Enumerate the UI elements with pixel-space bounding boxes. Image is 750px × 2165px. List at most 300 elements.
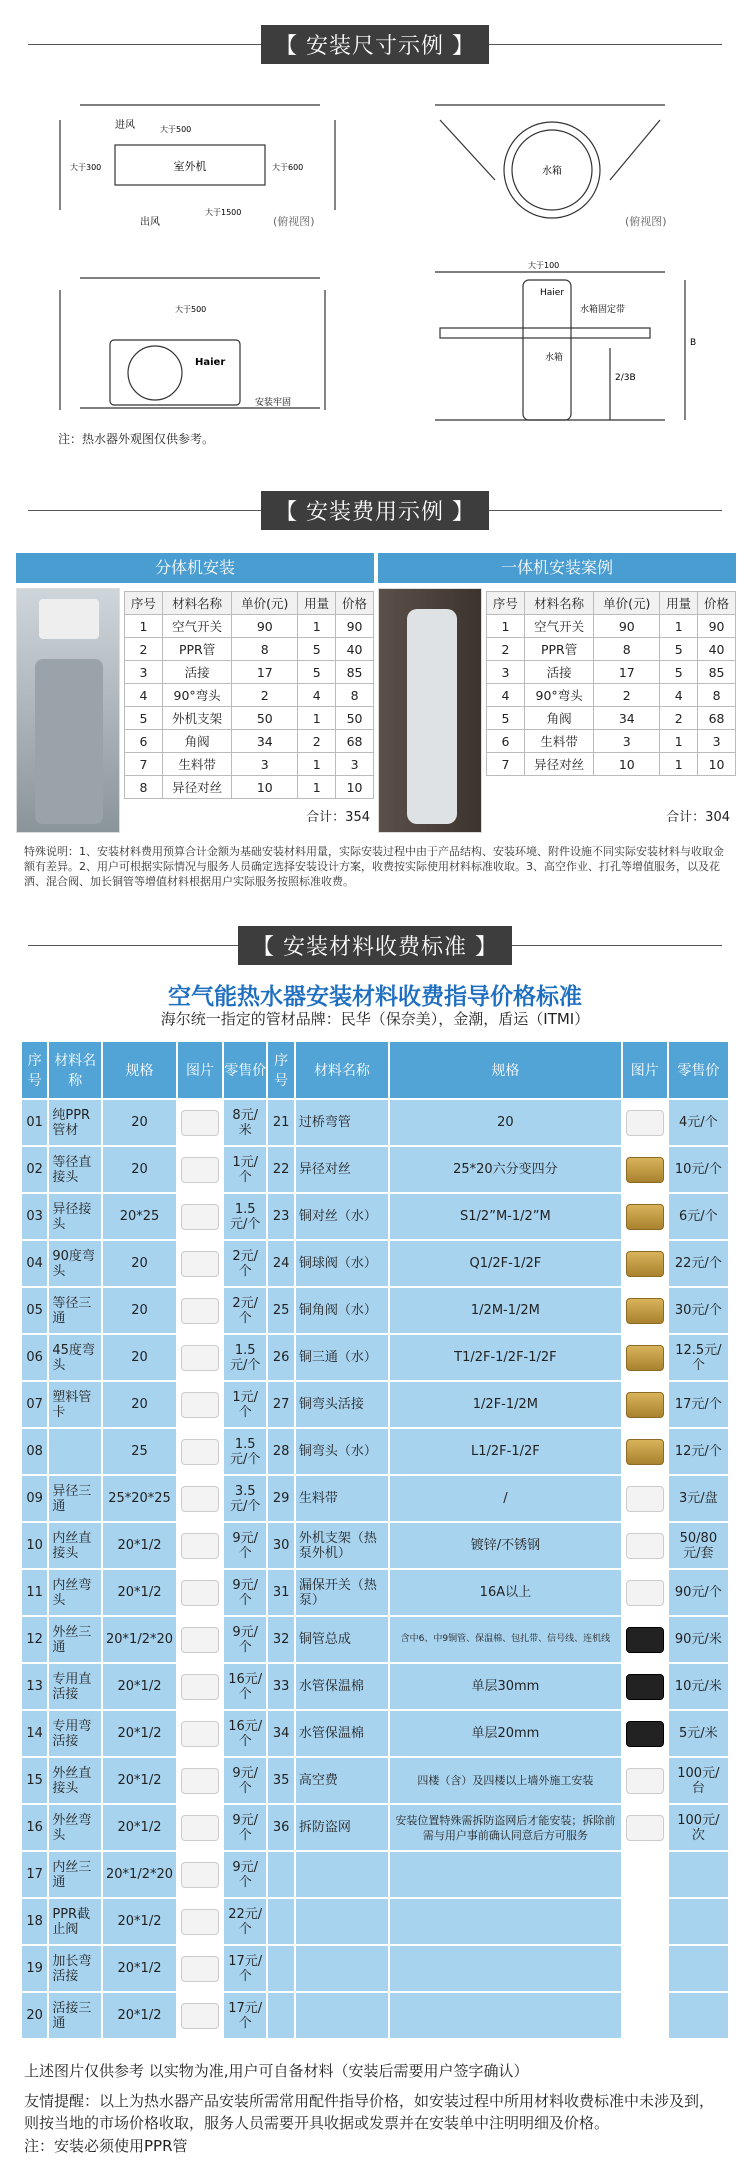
- view-label: (俯视图): [625, 215, 667, 228]
- table-cell: 15: [22, 1758, 47, 1803]
- table-cell: PPR截止阀: [49, 1899, 101, 1944]
- tank-label: 水箱: [542, 166, 562, 177]
- fitting-image: [623, 1476, 667, 1521]
- table-cell: 25*20六分变四分: [390, 1147, 621, 1192]
- fitting-icon: [181, 1157, 219, 1183]
- brand-label: Haier: [195, 357, 226, 368]
- table-cell: [296, 1946, 388, 1991]
- table-cell: 塑料管卡: [49, 1382, 101, 1427]
- table-row: [125, 753, 374, 776]
- table-cell: [390, 1993, 621, 2038]
- fitting-icon: [626, 1627, 664, 1653]
- table-cell: 25: [103, 1429, 176, 1474]
- table-cell: 9元/个: [224, 1617, 266, 1662]
- table-cell: [669, 1852, 728, 1897]
- table-row: [22, 1194, 728, 1239]
- fitting-image: [178, 1476, 222, 1521]
- table-cell: 安装位置特殊需拆防盗网后才能安装；拆除前需与用户事前确认同意后方可服务: [390, 1805, 621, 1850]
- table-cell: 2元/个: [224, 1241, 266, 1286]
- table-cell: 5: [298, 638, 336, 661]
- fitting-icon: [181, 1486, 219, 1512]
- table-cell: 17元/个: [224, 1993, 266, 2038]
- table-row: [22, 1711, 728, 1756]
- table-cell: 1/2F-1/2M: [390, 1382, 621, 1427]
- table-row: [125, 730, 374, 753]
- table-cell: 外丝三通: [49, 1617, 101, 1662]
- table-row: [22, 1993, 728, 2038]
- split-unit-photo: [16, 588, 120, 833]
- column-header: 零售价: [669, 1042, 728, 1098]
- fitting-icon: [181, 1533, 219, 1559]
- table-cell: S1/2”M-1/2”M: [390, 1194, 621, 1239]
- table-cell: 01: [22, 1100, 47, 1145]
- table-cell: 90度弯头: [49, 1241, 101, 1286]
- table-row: [22, 1241, 728, 1286]
- table-cell: 22: [268, 1147, 293, 1192]
- table-cell: 20*1/2: [103, 1946, 176, 1991]
- fitting-image: [178, 1194, 222, 1239]
- table-cell: PPR管: [524, 638, 593, 661]
- table-cell: 1/2M-1/2M: [390, 1288, 621, 1333]
- fitting-icon: [181, 1298, 219, 1324]
- table-cell: 34: [594, 707, 660, 730]
- fitting-icon: [626, 1392, 664, 1418]
- table-cell: 27: [268, 1382, 293, 1427]
- table-row: [22, 1899, 728, 1944]
- table-row: [487, 707, 736, 730]
- table-cell: 20: [103, 1382, 176, 1427]
- integrated-install-header: 一体机安装案例: [378, 553, 736, 583]
- table-cell: 90元/个: [669, 1570, 728, 1615]
- column-header: 单价(元): [232, 592, 298, 615]
- table-cell: 20: [390, 1100, 621, 1145]
- table-cell: [268, 1946, 293, 1991]
- table-cell: 90: [698, 615, 736, 638]
- table-cell: 10: [22, 1523, 47, 1568]
- table-cell: 异径对丝: [524, 753, 593, 776]
- table-cell: 水管保温棉: [296, 1711, 388, 1756]
- table-cell: 20*1/2*20: [103, 1617, 176, 1662]
- table-cell: [390, 1899, 621, 1944]
- fitting-icon: [181, 2003, 219, 2029]
- dim-label: 大于100: [528, 261, 560, 270]
- table-cell: 07: [22, 1382, 47, 1427]
- table-cell: 10元/个: [669, 1147, 728, 1192]
- dim-label: 大于600: [272, 163, 304, 172]
- table-row: [125, 707, 374, 730]
- table-cell: 5元/米: [669, 1711, 728, 1756]
- table-cell: 4: [487, 684, 525, 707]
- table-cell: 36: [268, 1805, 293, 1850]
- table-cell: 8: [232, 638, 298, 661]
- table-cell: [268, 1899, 293, 1944]
- table-cell: 20*1/2: [103, 1570, 176, 1615]
- fitting-image: [623, 1617, 667, 1662]
- table-cell: 3: [487, 661, 525, 684]
- split-total: 合计：354: [306, 810, 370, 825]
- table-cell: 50: [232, 707, 298, 730]
- table-row: [22, 1758, 728, 1803]
- table-cell: 20*1/2: [103, 1758, 176, 1803]
- table-row: [22, 1288, 728, 1333]
- column-header: 价格: [698, 592, 736, 615]
- table-cell: 17: [232, 661, 298, 684]
- table-cell: 100元/台: [669, 1758, 728, 1803]
- table-cell: [296, 1852, 388, 1897]
- table-row: [22, 1476, 728, 1521]
- table-row: [125, 661, 374, 684]
- table-cell: Q1/2F-1/2F: [390, 1241, 621, 1286]
- table-cell: 19: [22, 1946, 47, 1991]
- table-cell: 1: [125, 615, 163, 638]
- fitting-image: [178, 1758, 222, 1803]
- fitting-icon: [626, 1533, 664, 1559]
- fitting-icon: [181, 1721, 219, 1747]
- brand-subheading: 海尔统一指定的管材品牌：民华（保奈美），金潮，盾运（ITMI）: [160, 1010, 590, 1028]
- table-cell: 68: [698, 707, 736, 730]
- dim-label: 大于1500: [205, 208, 242, 217]
- table-cell: 18: [22, 1899, 47, 1944]
- material-price-table: [20, 1040, 730, 2040]
- table-cell: 异径接头: [49, 1194, 101, 1239]
- section-title: 【 安装费用示例 】: [261, 491, 489, 530]
- table-cell: 铜弯头活接: [296, 1382, 388, 1427]
- b-label: B: [690, 338, 697, 348]
- column-header: 序号: [268, 1042, 293, 1098]
- table-cell: 1: [660, 753, 698, 776]
- table-cell: 四楼（含）及四楼以上墙外施工安装: [390, 1758, 621, 1803]
- table-cell: 31: [268, 1570, 293, 1615]
- fitting-icon: [181, 1392, 219, 1418]
- table-cell: 6: [487, 730, 525, 753]
- table-cell: 24: [268, 1241, 293, 1286]
- tank-label: 水箱: [545, 353, 564, 363]
- table-cell: 20: [103, 1147, 176, 1192]
- table-cell: 漏保开关（热泵）: [296, 1570, 388, 1615]
- footer-ppr-note: 注：安装必须使用PPR管: [24, 2137, 188, 2155]
- table-cell: 08: [22, 1429, 47, 1474]
- table-cell: 活接三通: [49, 1993, 101, 2038]
- table-cell: 9元/个: [224, 1523, 266, 1568]
- table-cell: 28: [268, 1429, 293, 1474]
- table-cell: [669, 1993, 728, 2038]
- fitting-image: [178, 1570, 222, 1615]
- table-cell: 05: [22, 1288, 47, 1333]
- table-cell: 6: [125, 730, 163, 753]
- outdoor-label: 室外机: [173, 160, 207, 173]
- table-cell: 20*1/2: [103, 1899, 176, 1944]
- table-cell: 4: [298, 684, 336, 707]
- table-cell: 空气开关: [162, 615, 231, 638]
- table-cell: 6元/个: [669, 1194, 728, 1239]
- split-install-header: 分体机安装: [16, 553, 374, 583]
- column-header: 材料名称: [296, 1042, 388, 1098]
- column-header: 序号: [22, 1042, 47, 1098]
- fitting-icon: [181, 1956, 219, 1982]
- table-cell: 8元/米: [224, 1100, 266, 1145]
- table-cell: 9元/个: [224, 1852, 266, 1897]
- table-cell: 4: [660, 684, 698, 707]
- table-cell: 异径三通: [49, 1476, 101, 1521]
- table-row: [125, 684, 374, 707]
- fitting-image: [178, 1852, 222, 1897]
- fitting-image: [178, 1946, 222, 1991]
- fitting-image: [178, 1899, 222, 1944]
- table-cell: 1: [298, 753, 336, 776]
- table-cell: 2: [487, 638, 525, 661]
- table-cell: 外丝直接头: [49, 1758, 101, 1803]
- fitting-image: [178, 1147, 222, 1192]
- fitting-image: [623, 1852, 667, 1897]
- section-banner-size: [0, 24, 750, 64]
- table-cell: [669, 1946, 728, 1991]
- table-cell: 09: [22, 1476, 47, 1521]
- table-cell: 16元/个: [224, 1711, 266, 1756]
- fitting-image: [623, 1335, 667, 1380]
- table-cell: 2: [125, 638, 163, 661]
- fitting-image: [623, 1805, 667, 1850]
- table-cell: 4: [125, 684, 163, 707]
- table-cell: 20: [103, 1288, 176, 1333]
- table-cell: 10: [698, 753, 736, 776]
- table-cell: 13: [22, 1664, 47, 1709]
- table-cell: 8: [698, 684, 736, 707]
- table-row: [22, 1382, 728, 1427]
- fitting-icon: [626, 1580, 664, 1606]
- table-cell: 1元/个: [224, 1147, 266, 1192]
- dim-label: 大于300: [70, 163, 102, 172]
- view-label: (俯视图): [273, 215, 315, 228]
- table-cell: 2: [660, 707, 698, 730]
- fitting-icon: [181, 1251, 219, 1277]
- table-cell: 1.5元/个: [224, 1429, 266, 1474]
- table-cell: 04: [22, 1241, 47, 1286]
- table-cell: PPR管: [162, 638, 231, 661]
- fitting-image: [623, 1194, 667, 1239]
- fitting-icon: [626, 1721, 664, 1747]
- table-row: [22, 1617, 728, 1662]
- table-cell: 生料带: [524, 730, 593, 753]
- table-cell: [296, 1899, 388, 1944]
- table-cell: 20*1/2: [103, 1805, 176, 1850]
- table-cell: 20*1/2: [103, 1523, 176, 1568]
- table-cell: 21: [268, 1100, 293, 1145]
- table-cell: 90: [336, 615, 374, 638]
- table-cell: 5: [298, 661, 336, 684]
- install-size-diagram: [40, 90, 730, 445]
- table-cell: /: [390, 1476, 621, 1521]
- table-cell: 角阀: [524, 707, 593, 730]
- integrated-cost-table: [486, 591, 736, 776]
- fitting-icon: [181, 1580, 219, 1606]
- table-cell: 3: [232, 753, 298, 776]
- ratio-label: 2/3B: [615, 373, 636, 383]
- table-cell: 20*1/2: [103, 1664, 176, 1709]
- table-cell: 镀锌/不锈钢: [390, 1523, 621, 1568]
- table-row: [22, 1429, 728, 1474]
- table-cell: [268, 1852, 293, 1897]
- fitting-icon: [181, 1110, 219, 1136]
- material-price-heading: 空气能热水器安装材料收费指导价格标准: [168, 984, 582, 1010]
- table-cell: 异径对丝: [162, 776, 231, 799]
- table-row: [125, 776, 374, 799]
- table-cell: 1: [660, 730, 698, 753]
- table-row: [22, 1946, 728, 1991]
- table-cell: 5: [487, 707, 525, 730]
- fitting-image: [623, 1993, 667, 2038]
- table-cell: 25*20*25: [103, 1476, 176, 1521]
- table-cell: 含中6、中9铜管、保温棉、包扎带、信号线、连机线: [390, 1617, 621, 1662]
- table-cell: 12元/个: [669, 1429, 728, 1474]
- brand-label: Haier: [540, 288, 565, 298]
- table-row: [22, 1335, 728, 1380]
- table-cell: 90°弯头: [524, 684, 593, 707]
- table-cell: 50/80元/套: [669, 1523, 728, 1568]
- fitting-image: [178, 1241, 222, 1286]
- integrated-unit-photo: [378, 588, 482, 833]
- in-air-label: 进风: [115, 120, 135, 131]
- table-cell: 拆防盗网: [296, 1805, 388, 1850]
- fitting-icon: [626, 1110, 664, 1136]
- column-header: 序号: [125, 592, 163, 615]
- fitting-image: [178, 1805, 222, 1850]
- table-cell: 40: [698, 638, 736, 661]
- column-header: 序号: [487, 592, 525, 615]
- fitting-icon: [181, 1768, 219, 1794]
- table-cell: 85: [336, 661, 374, 684]
- table-cell: 异径对丝: [296, 1147, 388, 1192]
- table-cell: 3: [125, 661, 163, 684]
- table-cell: 3元/盘: [669, 1476, 728, 1521]
- fitting-icon: [626, 1815, 664, 1841]
- table-cell: 34: [232, 730, 298, 753]
- table-cell: 4元/个: [669, 1100, 728, 1145]
- table-cell: 68: [336, 730, 374, 753]
- table-cell: 单层30mm: [390, 1664, 621, 1709]
- table-row: [487, 730, 736, 753]
- fitting-image: [623, 1241, 667, 1286]
- fitting-icon: [181, 1674, 219, 1700]
- fix-band-label: 水箱固定带: [580, 305, 626, 315]
- table-cell: 40: [336, 638, 374, 661]
- table-cell: 2: [232, 684, 298, 707]
- table-cell: 铜对丝（水）: [296, 1194, 388, 1239]
- column-header: 用量: [298, 592, 336, 615]
- table-row: [487, 753, 736, 776]
- column-header: 图片: [178, 1042, 222, 1098]
- table-cell: 17: [594, 661, 660, 684]
- table-cell: 专用直活接: [49, 1664, 101, 1709]
- table-cell: 16: [22, 1805, 47, 1850]
- dim-label: 大于500: [175, 305, 207, 314]
- table-cell: 5: [660, 661, 698, 684]
- table-cell: 90: [594, 615, 660, 638]
- fitting-icon: [181, 1345, 219, 1371]
- fitting-icon: [181, 1627, 219, 1653]
- table-row: [22, 1570, 728, 1615]
- table-cell: 过桥弯管: [296, 1100, 388, 1145]
- fitting-image: [178, 1100, 222, 1145]
- fitting-image: [623, 1711, 667, 1756]
- table-cell: 9元/个: [224, 1805, 266, 1850]
- fitting-icon: [626, 1251, 664, 1277]
- column-header: 规格: [390, 1042, 621, 1098]
- table-cell: 30: [268, 1523, 293, 1568]
- table-cell: 内丝弯头: [49, 1570, 101, 1615]
- table-row: [487, 684, 736, 707]
- table-cell: 生料带: [162, 753, 231, 776]
- table-cell: 外丝弯头: [49, 1805, 101, 1850]
- table-cell: 8: [594, 638, 660, 661]
- table-cell: L1/2F-1/2F: [390, 1429, 621, 1474]
- table-cell: 1: [298, 776, 336, 799]
- table-cell: 20*1/2: [103, 1993, 176, 2038]
- fitting-image: [178, 1382, 222, 1427]
- footer-reminder: 友情提醒：以上为热水器产品安装所需常用配件指导价格，如安装过程中所用材料收费标准中未涉及到，则按当地的市场价格收取，服务人员需要开具收据或发票并在安装单中注明明细及价格。: [24, 2092, 715, 2132]
- table-cell: 30元/个: [669, 1288, 728, 1333]
- table-cell: 26: [268, 1335, 293, 1380]
- table-cell: 11: [22, 1570, 47, 1615]
- table-cell: 2: [594, 684, 660, 707]
- fitting-image: [178, 1288, 222, 1333]
- table-row: [22, 1147, 728, 1192]
- table-cell: 等径直接头: [49, 1147, 101, 1192]
- fitting-image: [623, 1946, 667, 1991]
- fitting-icon: [626, 1298, 664, 1324]
- table-cell: 加长弯活接: [49, 1946, 101, 1991]
- fitting-image: [623, 1382, 667, 1427]
- fitting-image: [623, 1429, 667, 1474]
- table-cell: 06: [22, 1335, 47, 1380]
- fitting-image: [178, 1993, 222, 2038]
- table-cell: 1: [298, 615, 336, 638]
- table-cell: 高空费: [296, 1758, 388, 1803]
- table-row: [22, 1805, 728, 1850]
- table-row: [22, 1523, 728, 1568]
- table-cell: 20*1/2: [103, 1711, 176, 1756]
- fitting-icon: [626, 1157, 664, 1183]
- table-cell: 铜球阀（水）: [296, 1241, 388, 1286]
- column-header: 单价(元): [594, 592, 660, 615]
- table-cell: 90: [232, 615, 298, 638]
- column-header: 规格: [103, 1042, 176, 1098]
- table-cell: 10元/米: [669, 1664, 728, 1709]
- fitting-icon: [181, 1862, 219, 1888]
- table-cell: 9元/个: [224, 1758, 266, 1803]
- table-cell: 32: [268, 1617, 293, 1662]
- table-row: [487, 661, 736, 684]
- table-cell: 20: [103, 1241, 176, 1286]
- table-cell: 5: [125, 707, 163, 730]
- table-cell: 2元/个: [224, 1288, 266, 1333]
- table-cell: 85: [698, 661, 736, 684]
- column-header: 零售价: [224, 1042, 266, 1098]
- table-cell: 单层20mm: [390, 1711, 621, 1756]
- table-cell: 活接: [162, 661, 231, 684]
- footer-disclaimer: 上述图片仅供参考 以实物为准,用户可自备材料（安装后需要用户签字确认）: [24, 2062, 529, 2080]
- table-cell: 22元/个: [224, 1899, 266, 1944]
- table-row: [22, 1664, 728, 1709]
- table-cell: 03: [22, 1194, 47, 1239]
- table-cell: 专用弯活接: [49, 1711, 101, 1756]
- table-row: [487, 615, 736, 638]
- table-cell: 10: [336, 776, 374, 799]
- wall-label: 安装牢固: [255, 398, 292, 408]
- fitting-image: [178, 1664, 222, 1709]
- fitting-icon: [626, 1439, 664, 1465]
- fitting-image: [623, 1664, 667, 1709]
- fitting-image: [623, 1147, 667, 1192]
